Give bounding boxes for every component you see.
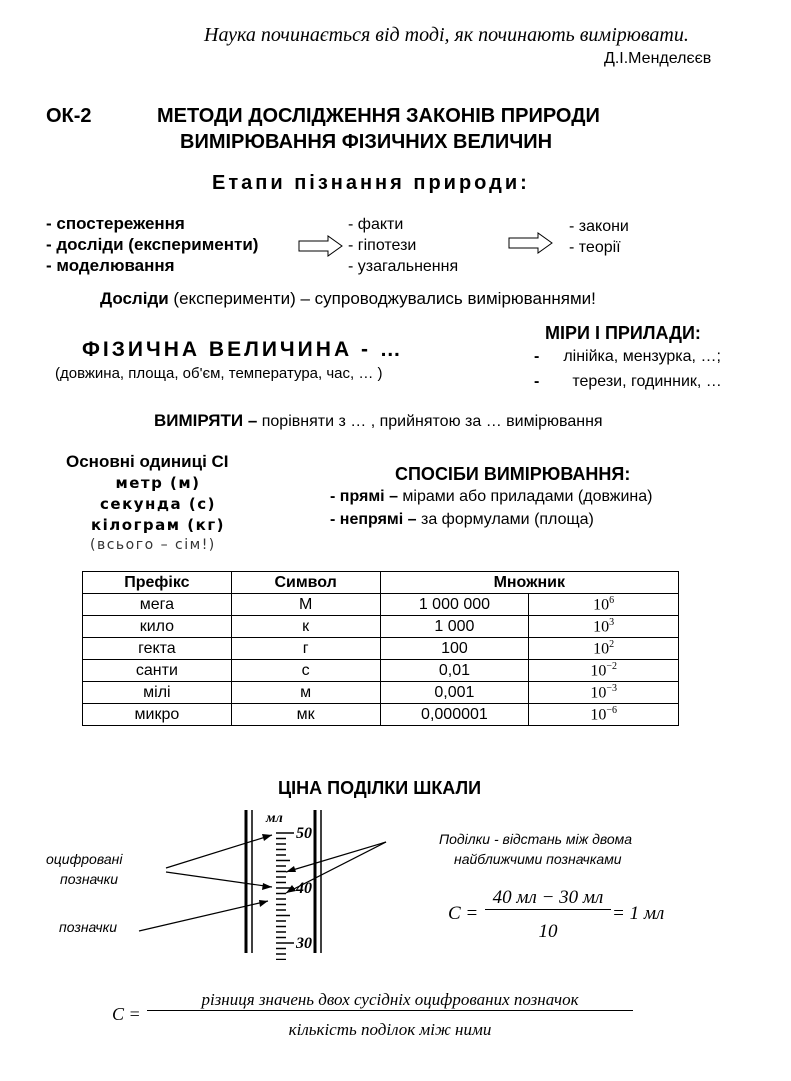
cell-value: 1 000 [380, 616, 529, 638]
result-hypotheses: - гіпотези [348, 237, 417, 254]
calc-result: = 1 мл [612, 903, 665, 924]
power-base: 10 [590, 662, 607, 680]
result-facts: - факти [348, 216, 404, 233]
cell-value: 1 000 000 [380, 594, 529, 616]
si-unit-metre: метр (м) [115, 474, 201, 492]
table-header-row [83, 572, 679, 594]
table-row [83, 594, 679, 616]
cell-prefix: мега [83, 594, 232, 616]
cell-symbol: мк [231, 704, 380, 726]
cell-value: 100 [380, 638, 529, 660]
prefix-table [82, 571, 679, 726]
power-exponent: −3 [606, 682, 617, 694]
stage-observation: - спостереження [46, 214, 185, 233]
table-row [83, 616, 679, 638]
method-direct [330, 488, 653, 506]
si-units-list [0, 473, 316, 536]
power-exponent: −2 [606, 660, 617, 672]
cell-value: 0,01 [380, 660, 529, 682]
cell-symbol: м [231, 682, 380, 704]
stages-col1 [46, 213, 258, 276]
experiments-note-bold: Досліди [100, 289, 169, 308]
method-indirect-bold: - непрямі – [330, 511, 417, 528]
si-unit-second: секунда (с) [100, 495, 216, 513]
tools-item-text: терези, годинник, … [572, 373, 722, 390]
stages-heading: Етапи пізнання природи: [212, 172, 530, 194]
tools-title: МІРИ І ПРИЛАДИ: [545, 323, 701, 343]
method-direct-bold: - прямі – [330, 488, 398, 505]
power-base: 10 [593, 596, 610, 614]
tools-item: - терези, годинник, … [534, 373, 722, 390]
power-exponent: −6 [606, 704, 617, 716]
table-row [83, 704, 679, 726]
stage-modeling: - моделювання [46, 256, 175, 275]
tools-item-text: лінійка, мензурка, …; [563, 348, 721, 365]
header-multiplier: Множник [380, 572, 678, 594]
si-units-title: Основні одиниці СІ [66, 452, 229, 471]
cell-power [529, 594, 679, 616]
division-note-line1: Поділки - відстань між двома [439, 831, 633, 847]
page-title-line2: ВИМІРЮВАННЯ ФІЗИЧНИХ ВЕЛИЧИН [180, 131, 553, 153]
measure-definition [154, 411, 603, 431]
result-laws: - закони [569, 218, 629, 235]
cell-value: 0,000001 [380, 704, 529, 726]
cell-prefix: гекта [83, 638, 232, 660]
header-symbol: Символ [231, 572, 380, 594]
scale-title: ЦІНА ПОДІЛКИ ШКАЛИ [278, 778, 482, 798]
cell-prefix: мілі [83, 682, 232, 704]
table-row [83, 660, 679, 682]
digitized-marks-label-line2: позначки [60, 871, 119, 887]
cell-power [529, 616, 679, 638]
digitized-marks-label-line1: оцифровані [46, 851, 123, 867]
cell-power [529, 638, 679, 660]
cell-value: 0,001 [380, 682, 529, 704]
measure-definition-text: порівняти з … , прийнятою за … вимірювання [257, 413, 603, 430]
scale-mark-30: 30 [296, 935, 312, 952]
experiments-note [100, 289, 596, 309]
quantity-title: ФІЗИЧНА ВЕЛИЧИНА - … [82, 338, 404, 361]
division-note [439, 829, 632, 869]
si-unit-kilogram: кілограм (кг) [90, 516, 226, 534]
table-row [83, 638, 679, 660]
page-title-line1: МЕТОДИ ДОСЛІДЖЕННЯ ЗАКОНІВ ПРИРОДИ [157, 105, 600, 127]
tools-item: - лінійка, мензурка, …; [534, 348, 721, 365]
arrow-icon [508, 232, 554, 254]
arrow-icon [298, 235, 344, 257]
formula-lhs: C = [112, 1004, 141, 1024]
formula-denominator: кількість поділок між ними [288, 1020, 492, 1039]
stages-col2 [348, 214, 458, 277]
cell-symbol: с [231, 660, 380, 682]
stage-experiments: - досліди (експерименти) [46, 235, 259, 254]
scale-mark-50: 50 [296, 825, 312, 842]
marks-label: позначки [59, 919, 118, 935]
header-prefix: Префікс [83, 572, 232, 594]
cell-symbol: г [231, 638, 380, 660]
power-base: 10 [593, 640, 610, 658]
stages-col3 [569, 216, 629, 258]
scale-unit-label: мл [266, 811, 283, 826]
power-base: 10 [593, 618, 610, 636]
epigraph-author: Д.І.Менделєєв [604, 50, 712, 67]
scale-mark-40: 40 [296, 880, 312, 897]
cell-symbol: к [231, 616, 380, 638]
cell-power [529, 704, 679, 726]
experiments-note-text: (експерименти) – супроводжувались вимірюваннями! [168, 289, 596, 308]
document-code: ОК-2 [46, 105, 92, 127]
result-generalization: - узагальнення [348, 258, 459, 275]
epigraph-quote: Наука починається від тоді, як починають вимірювати. [204, 24, 689, 46]
power-exponent: 6 [609, 594, 615, 606]
cell-power [529, 682, 679, 704]
cell-prefix: санти [83, 660, 232, 682]
calc-numerator: 40 мл − 30 мл [485, 887, 611, 910]
si-units-note: (всього – сім!) [90, 537, 216, 553]
result-theories: - теорії [569, 239, 621, 256]
formula-numerator: різниця значень двох сусідніх оцифрованих позначок [147, 990, 633, 1011]
cell-symbol: М [231, 594, 380, 616]
table-row [83, 682, 679, 704]
quantity-examples: (довжина, площа, об'єм, температура, час, … ) [55, 365, 383, 382]
calc-denominator: 10 [538, 921, 558, 942]
cell-power [529, 660, 679, 682]
method-indirect [330, 511, 594, 529]
calc-lhs: C = [448, 903, 479, 924]
method-indirect-text: за формулами (площа) [416, 511, 594, 528]
methods-title: СПОСІБИ ВИМІРЮВАННЯ: [395, 464, 631, 484]
digitized-marks-label [46, 849, 122, 889]
measure-definition-bold: ВИМІРЯТИ – [154, 411, 258, 430]
method-direct-text: мірами або приладами (довжина) [397, 488, 653, 505]
power-exponent: 3 [609, 616, 615, 628]
power-base: 10 [590, 706, 607, 724]
power-exponent: 2 [609, 638, 615, 650]
cell-prefix: микро [83, 704, 232, 726]
power-base: 10 [590, 684, 607, 702]
division-note-line2: найближчими позначками [454, 851, 622, 867]
cell-prefix: кило [83, 616, 232, 638]
